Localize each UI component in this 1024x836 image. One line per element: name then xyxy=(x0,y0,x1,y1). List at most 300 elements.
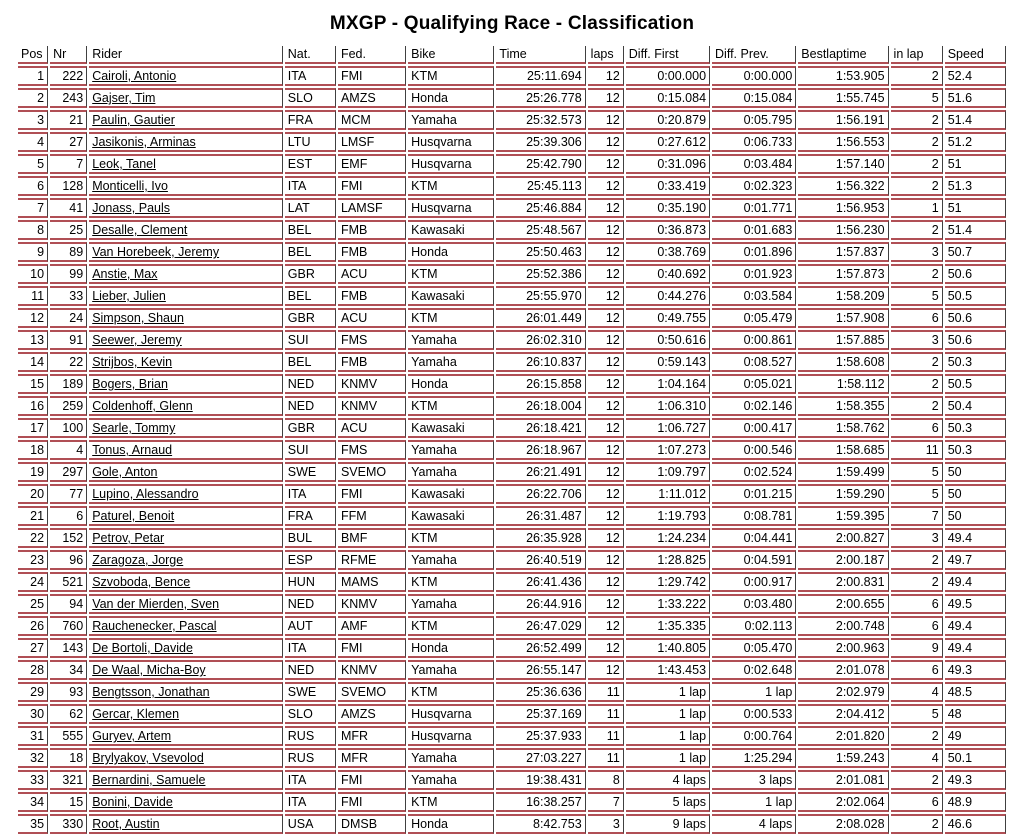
cell-laps: 11 xyxy=(588,704,624,724)
rider-link[interactable]: Jasikonis, Arminas xyxy=(92,135,196,149)
cell-bestlaptime: 1:56.230 xyxy=(798,220,888,240)
cell-speed: 49.3 xyxy=(945,660,1006,680)
cell-pos: 1 xyxy=(18,66,48,86)
cell-diff-first: 1 lap xyxy=(626,726,710,746)
cell-fed: FMS xyxy=(338,330,406,350)
cell-diff-prev: 0:05.470 xyxy=(712,638,796,658)
cell-nat: SUI xyxy=(285,330,336,350)
cell-speed: 50.3 xyxy=(945,440,1006,460)
cell-diff-prev: 0:00.000 xyxy=(712,66,796,86)
cell-speed: 50.1 xyxy=(945,748,1006,768)
result-row xyxy=(18,286,1006,306)
cell-bike: Yamaha xyxy=(408,462,494,482)
cell-diff-prev: 0:08.527 xyxy=(712,352,796,372)
cell-nat: FRA xyxy=(285,110,336,130)
cell-laps: 12 xyxy=(588,638,624,658)
cell-pos: 22 xyxy=(18,528,48,548)
rider-link[interactable]: Guryev, Artem xyxy=(92,729,172,743)
cell-bestlaptime: 1:53.905 xyxy=(798,66,888,86)
cell-rider xyxy=(89,792,283,812)
cell-speed: 50.6 xyxy=(945,330,1006,350)
cell-diff-first: 0:49.755 xyxy=(626,308,710,328)
cell-time: 26:18.967 xyxy=(496,440,585,460)
cell-bike: KTM xyxy=(408,176,494,196)
rider-link[interactable]: Bengtsson, Jonathan xyxy=(92,685,210,699)
cell-nr: 94 xyxy=(50,594,87,614)
cell-fed: FMI xyxy=(338,176,406,196)
cell-nr: 760 xyxy=(50,616,87,636)
table-body xyxy=(18,66,1006,834)
cell-diff-first: 1 lap xyxy=(626,748,710,768)
cell-rider xyxy=(89,616,283,636)
cell-bestlaptime: 1:59.243 xyxy=(798,748,888,768)
cell-bike: Honda xyxy=(408,814,494,834)
result-row xyxy=(18,462,1006,482)
cell-laps: 12 xyxy=(588,374,624,394)
rider-link[interactable]: Cairoli, Antonio xyxy=(92,69,177,83)
cell-in-lap: 7 xyxy=(891,506,943,526)
cell-diff-first: 1:35.335 xyxy=(626,616,710,636)
cell-speed: 50.5 xyxy=(945,286,1006,306)
cell-nat: ITA xyxy=(285,484,336,504)
cell-laps: 12 xyxy=(588,660,624,680)
cell-bestlaptime: 2:00.827 xyxy=(798,528,888,548)
cell-pos: 34 xyxy=(18,792,48,812)
cell-bike: KTM xyxy=(408,682,494,702)
cell-pos: 27 xyxy=(18,638,48,658)
cell-speed: 50 xyxy=(945,506,1006,526)
cell-bestlaptime: 1:56.191 xyxy=(798,110,888,130)
result-row xyxy=(18,814,1006,834)
cell-laps: 8 xyxy=(588,770,624,790)
result-row xyxy=(18,110,1006,130)
cell-bestlaptime: 2:01.081 xyxy=(798,770,888,790)
cell-bike: KTM xyxy=(408,528,494,548)
cell-in-lap: 1 xyxy=(891,198,943,218)
cell-nr: 330 xyxy=(50,814,87,834)
cell-pos: 25 xyxy=(18,594,48,614)
result-row xyxy=(18,396,1006,416)
cell-nr: 33 xyxy=(50,286,87,306)
col-header-laps: laps xyxy=(588,46,624,64)
cell-speed: 49.4 xyxy=(945,572,1006,592)
cell-bestlaptime: 1:59.395 xyxy=(798,506,888,526)
rider-link[interactable]: Bonini, Davide xyxy=(92,795,173,809)
result-row xyxy=(18,748,1006,768)
rider-link[interactable]: Monticelli, Ivo xyxy=(92,179,168,193)
cell-diff-prev: 0:02.113 xyxy=(712,616,796,636)
cell-time: 26:01.449 xyxy=(496,308,585,328)
cell-bike: Yamaha xyxy=(408,440,494,460)
cell-nat: BEL xyxy=(285,220,336,240)
rider-link[interactable]: Van Horebeek, Jeremy xyxy=(92,245,220,259)
cell-laps: 12 xyxy=(588,418,624,438)
rider-link[interactable]: Bernardini, Samuele xyxy=(92,773,206,787)
cell-rider xyxy=(89,770,283,790)
cell-nr: 555 xyxy=(50,726,87,746)
rider-link[interactable]: Bogers, Brian xyxy=(92,377,168,391)
cell-pos: 14 xyxy=(18,352,48,372)
cell-time: 25:50.463 xyxy=(496,242,585,262)
rider-link[interactable]: Rauchenecker, Pascal xyxy=(92,619,217,633)
cell-in-lap: 2 xyxy=(891,770,943,790)
rider-link[interactable]: Zaragoza, Jorge xyxy=(92,553,184,567)
cell-pos: 13 xyxy=(18,330,48,350)
cell-laps: 12 xyxy=(588,198,624,218)
cell-diff-prev: 0:02.323 xyxy=(712,176,796,196)
cell-speed: 52.4 xyxy=(945,66,1006,86)
rider-link[interactable]: Leok, Tanel xyxy=(92,157,156,171)
cell-in-lap: 2 xyxy=(891,220,943,240)
cell-time: 26:18.421 xyxy=(496,418,585,438)
cell-rider xyxy=(89,352,283,372)
cell-nat: SUI xyxy=(285,440,336,460)
result-row xyxy=(18,132,1006,152)
cell-rider xyxy=(89,264,283,284)
cell-bike: Honda xyxy=(408,638,494,658)
cell-time: 8:42.753 xyxy=(496,814,585,834)
cell-laps: 12 xyxy=(588,66,624,86)
result-row xyxy=(18,66,1006,86)
cell-diff-first: 0:00.000 xyxy=(626,66,710,86)
cell-rider xyxy=(89,748,283,768)
cell-diff-prev: 0:04.441 xyxy=(712,528,796,548)
cell-nat: EST xyxy=(285,154,336,174)
cell-time: 26:55.147 xyxy=(496,660,585,680)
cell-diff-first: 0:35.190 xyxy=(626,198,710,218)
rider-link[interactable]: Searle, Tommy xyxy=(92,421,176,435)
cell-speed: 51.6 xyxy=(945,88,1006,108)
cell-diff-first: 5 laps xyxy=(626,792,710,812)
table-header xyxy=(18,46,1006,64)
col-header-nat: Nat. xyxy=(285,46,336,64)
cell-bestlaptime: 1:56.953 xyxy=(798,198,888,218)
cell-laps: 12 xyxy=(588,176,624,196)
result-row xyxy=(18,440,1006,460)
cell-bike: Yamaha xyxy=(408,550,494,570)
cell-bestlaptime: 1:57.837 xyxy=(798,242,888,262)
cell-in-lap: 6 xyxy=(891,792,943,812)
cell-fed: FMB xyxy=(338,242,406,262)
cell-nat: NED xyxy=(285,594,336,614)
cell-rider xyxy=(89,176,283,196)
cell-nr: 521 xyxy=(50,572,87,592)
cell-nat: HUN xyxy=(285,572,336,592)
cell-in-lap: 4 xyxy=(891,748,943,768)
rider-link[interactable]: Gole, Anton xyxy=(92,465,158,479)
cell-nr: 4 xyxy=(50,440,87,460)
rider-link[interactable]: Van der Mierden, Sven xyxy=(92,597,220,611)
cell-rider xyxy=(89,638,283,658)
cell-speed: 50.4 xyxy=(945,396,1006,416)
cell-fed: AMF xyxy=(338,616,406,636)
result-row xyxy=(18,704,1006,724)
cell-time: 25:37.169 xyxy=(496,704,585,724)
rider-link[interactable]: Paulin, Gautier xyxy=(92,113,175,127)
cell-time: 25:26.778 xyxy=(496,88,585,108)
cell-nr: 27 xyxy=(50,132,87,152)
cell-rider xyxy=(89,528,283,548)
cell-time: 26:40.519 xyxy=(496,550,585,570)
cell-bestlaptime: 2:04.412 xyxy=(798,704,888,724)
cell-speed: 50.5 xyxy=(945,374,1006,394)
rider-link[interactable]: Brylyakov, Vsevolod xyxy=(92,751,204,765)
cell-pos: 17 xyxy=(18,418,48,438)
result-row xyxy=(18,484,1006,504)
rider-link[interactable]: De Bortoli, Davide xyxy=(92,641,193,655)
cell-laps: 12 xyxy=(588,352,624,372)
rider-link[interactable]: Coldenhoff, Glenn xyxy=(92,399,193,413)
cell-pos: 33 xyxy=(18,770,48,790)
cell-speed: 51.4 xyxy=(945,220,1006,240)
cell-bike: KTM xyxy=(408,572,494,592)
cell-bestlaptime: 1:58.762 xyxy=(798,418,888,438)
cell-speed: 51.4 xyxy=(945,110,1006,130)
rider-link[interactable]: Desalle, Clement xyxy=(92,223,188,237)
cell-fed: LMSF xyxy=(338,132,406,152)
rider-link[interactable]: Lupino, Alessandro xyxy=(92,487,199,501)
cell-nr: 100 xyxy=(50,418,87,438)
cell-diff-prev: 0:03.484 xyxy=(712,154,796,174)
cell-nr: 41 xyxy=(50,198,87,218)
cell-diff-prev: 0:01.923 xyxy=(712,264,796,284)
rider-link[interactable]: Szvoboda, Bence xyxy=(92,575,191,589)
cell-pos: 28 xyxy=(18,660,48,680)
rider-link[interactable]: Anstie, Max xyxy=(92,267,158,281)
cell-in-lap: 2 xyxy=(891,66,943,86)
cell-speed: 50.3 xyxy=(945,352,1006,372)
cell-bestlaptime: 1:56.553 xyxy=(798,132,888,152)
cell-laps: 11 xyxy=(588,682,624,702)
cell-rider xyxy=(89,462,283,482)
cell-diff-first: 1:06.727 xyxy=(626,418,710,438)
cell-diff-prev: 0:05.021 xyxy=(712,374,796,394)
rider-link[interactable]: Paturel, Benoit xyxy=(92,509,175,523)
cell-fed: FMI xyxy=(338,638,406,658)
rider-link[interactable]: Jonass, Pauls xyxy=(92,201,171,215)
cell-diff-first: 0:33.419 xyxy=(626,176,710,196)
cell-nr: 222 xyxy=(50,66,87,86)
cell-diff-prev: 0:00.546 xyxy=(712,440,796,460)
cell-diff-prev: 0:15.084 xyxy=(712,88,796,108)
cell-fed: MFR xyxy=(338,726,406,746)
cell-bike: Yamaha xyxy=(408,770,494,790)
cell-diff-first: 0:50.616 xyxy=(626,330,710,350)
cell-nat: FRA xyxy=(285,506,336,526)
cell-time: 25:42.790 xyxy=(496,154,585,174)
cell-laps: 12 xyxy=(588,264,624,284)
cell-diff-first: 0:44.276 xyxy=(626,286,710,306)
cell-nat: LTU xyxy=(285,132,336,152)
cell-diff-first: 1:09.797 xyxy=(626,462,710,482)
cell-nr: 18 xyxy=(50,748,87,768)
cell-in-lap: 3 xyxy=(891,528,943,548)
cell-in-lap: 6 xyxy=(891,660,943,680)
cell-speed: 49.5 xyxy=(945,594,1006,614)
cell-nat: ITA xyxy=(285,66,336,86)
cell-nat: SLO xyxy=(285,704,336,724)
page-title: MXGP - Qualifying Race - Classification xyxy=(329,13,695,34)
rider-link[interactable]: De Waal, Micha-Boy xyxy=(92,663,206,677)
cell-in-lap: 2 xyxy=(891,814,943,834)
cell-in-lap: 3 xyxy=(891,242,943,262)
cell-in-lap: 5 xyxy=(891,704,943,724)
rider-link[interactable]: Strijbos, Kevin xyxy=(92,355,173,369)
cell-time: 25:36.636 xyxy=(496,682,585,702)
rider-link[interactable]: Root, Austin xyxy=(92,817,160,831)
rider-link[interactable]: Lieber, Julien xyxy=(92,289,166,303)
cell-rider xyxy=(89,220,283,240)
cell-laps: 12 xyxy=(588,462,624,482)
cell-bike: Husqvarna xyxy=(408,132,494,152)
cell-pos: 20 xyxy=(18,484,48,504)
cell-pos: 23 xyxy=(18,550,48,570)
cell-diff-first: 1:07.273 xyxy=(626,440,710,460)
result-row xyxy=(18,418,1006,438)
cell-bestlaptime: 2:08.028 xyxy=(798,814,888,834)
cell-bestlaptime: 1:58.112 xyxy=(798,374,888,394)
cell-time: 25:45.113 xyxy=(496,176,585,196)
cell-rider xyxy=(89,726,283,746)
cell-laps: 7 xyxy=(588,792,624,812)
cell-laps: 11 xyxy=(588,748,624,768)
cell-fed: ACU xyxy=(338,264,406,284)
rider-link[interactable]: Tonus, Arnaud xyxy=(92,443,173,457)
cell-diff-first: 0:27.612 xyxy=(626,132,710,152)
cell-bestlaptime: 1:58.685 xyxy=(798,440,888,460)
cell-bike: KTM xyxy=(408,308,494,328)
cell-nr: 259 xyxy=(50,396,87,416)
cell-laps: 12 xyxy=(588,440,624,460)
cell-laps: 3 xyxy=(588,814,624,834)
cell-time: 26:10.837 xyxy=(496,352,585,372)
cell-speed: 49.7 xyxy=(945,550,1006,570)
cell-bike: Yamaha xyxy=(408,748,494,768)
cell-laps: 12 xyxy=(588,550,624,570)
cell-bike: Honda xyxy=(408,242,494,262)
cell-pos: 18 xyxy=(18,440,48,460)
cell-pos: 32 xyxy=(18,748,48,768)
cell-laps: 11 xyxy=(588,726,624,746)
cell-in-lap: 5 xyxy=(891,88,943,108)
cell-speed: 49.3 xyxy=(945,770,1006,790)
cell-nr: 243 xyxy=(50,88,87,108)
cell-speed: 50.6 xyxy=(945,264,1006,284)
cell-fed: RFME xyxy=(338,550,406,570)
cell-in-lap: 6 xyxy=(891,616,943,636)
cell-nat: GBR xyxy=(285,264,336,284)
cell-nat: BEL xyxy=(285,242,336,262)
col-header-rider: Rider xyxy=(89,46,283,64)
cell-nat: NED xyxy=(285,660,336,680)
cell-speed: 50.6 xyxy=(945,308,1006,328)
col-header-nr: Nr xyxy=(50,46,87,64)
result-row xyxy=(18,88,1006,108)
rider-link[interactable]: Gajser, Tim xyxy=(92,91,156,105)
cell-diff-first: 1:29.742 xyxy=(626,572,710,592)
col-header-diff-prev: Diff. Prev. xyxy=(712,46,796,64)
cell-laps: 12 xyxy=(588,220,624,240)
cell-laps: 12 xyxy=(588,528,624,548)
cell-nr: 128 xyxy=(50,176,87,196)
cell-diff-prev: 1 lap xyxy=(712,682,796,702)
cell-bestlaptime: 2:00.187 xyxy=(798,550,888,570)
cell-time: 19:38.431 xyxy=(496,770,585,790)
cell-pos: 30 xyxy=(18,704,48,724)
cell-in-lap: 4 xyxy=(891,682,943,702)
cell-fed: KNMV xyxy=(338,374,406,394)
cell-diff-prev: 0:06.733 xyxy=(712,132,796,152)
rider-link[interactable]: Seewer, Jeremy xyxy=(92,333,182,347)
cell-laps: 12 xyxy=(588,132,624,152)
cell-time: 25:46.884 xyxy=(496,198,585,218)
cell-pos: 19 xyxy=(18,462,48,482)
cell-nr: 15 xyxy=(50,792,87,812)
cell-diff-prev: 0:05.795 xyxy=(712,110,796,130)
cell-time: 26:31.487 xyxy=(496,506,585,526)
col-header-fed: Fed. xyxy=(338,46,406,64)
result-row xyxy=(18,528,1006,548)
cell-diff-first: 1:28.825 xyxy=(626,550,710,570)
cell-rider xyxy=(89,396,283,416)
cell-rider xyxy=(89,198,283,218)
cell-time: 26:15.858 xyxy=(496,374,585,394)
result-row xyxy=(18,616,1006,636)
rider-link[interactable]: Gercar, Klemen xyxy=(92,707,180,721)
cell-speed: 46.6 xyxy=(945,814,1006,834)
cell-nat: LAT xyxy=(285,198,336,218)
cell-nr: 96 xyxy=(50,550,87,570)
cell-nr: 24 xyxy=(50,308,87,328)
rider-link[interactable]: Petrov, Petar xyxy=(92,531,165,545)
cell-in-lap: 6 xyxy=(891,418,943,438)
cell-speed: 49.4 xyxy=(945,528,1006,548)
cell-diff-prev: 3 laps xyxy=(712,770,796,790)
cell-fed: FMB xyxy=(338,352,406,372)
cell-diff-prev: 0:00.764 xyxy=(712,726,796,746)
cell-diff-first: 1:19.793 xyxy=(626,506,710,526)
cell-bike: Yamaha xyxy=(408,660,494,680)
cell-rider xyxy=(89,440,283,460)
result-row xyxy=(18,792,1006,812)
cell-pos: 5 xyxy=(18,154,48,174)
cell-bike: KTM xyxy=(408,264,494,284)
cell-bestlaptime: 2:00.748 xyxy=(798,616,888,636)
cell-diff-prev: 1:25.294 xyxy=(712,748,796,768)
cell-rider xyxy=(89,374,283,394)
cell-fed: KNMV xyxy=(338,396,406,416)
cell-bestlaptime: 1:57.140 xyxy=(798,154,888,174)
col-header-diff-first: Diff. First xyxy=(626,46,710,64)
rider-link[interactable]: Simpson, Shaun xyxy=(92,311,184,325)
cell-nr: 89 xyxy=(50,242,87,262)
cell-diff-prev: 4 laps xyxy=(712,814,796,834)
cell-diff-prev: 0:02.524 xyxy=(712,462,796,482)
cell-time: 25:39.306 xyxy=(496,132,585,152)
cell-nr: 143 xyxy=(50,638,87,658)
cell-bike: Husqvarna xyxy=(408,154,494,174)
cell-bike: Husqvarna xyxy=(408,704,494,724)
cell-nr: 62 xyxy=(50,704,87,724)
cell-bike: Yamaha xyxy=(408,594,494,614)
cell-bike: Kawasaki xyxy=(408,220,494,240)
cell-fed: MFR xyxy=(338,748,406,768)
cell-diff-prev: 1 lap xyxy=(712,792,796,812)
cell-rider xyxy=(89,594,283,614)
cell-fed: AMZS xyxy=(338,704,406,724)
cell-nr: 189 xyxy=(50,374,87,394)
cell-diff-first: 0:20.879 xyxy=(626,110,710,130)
